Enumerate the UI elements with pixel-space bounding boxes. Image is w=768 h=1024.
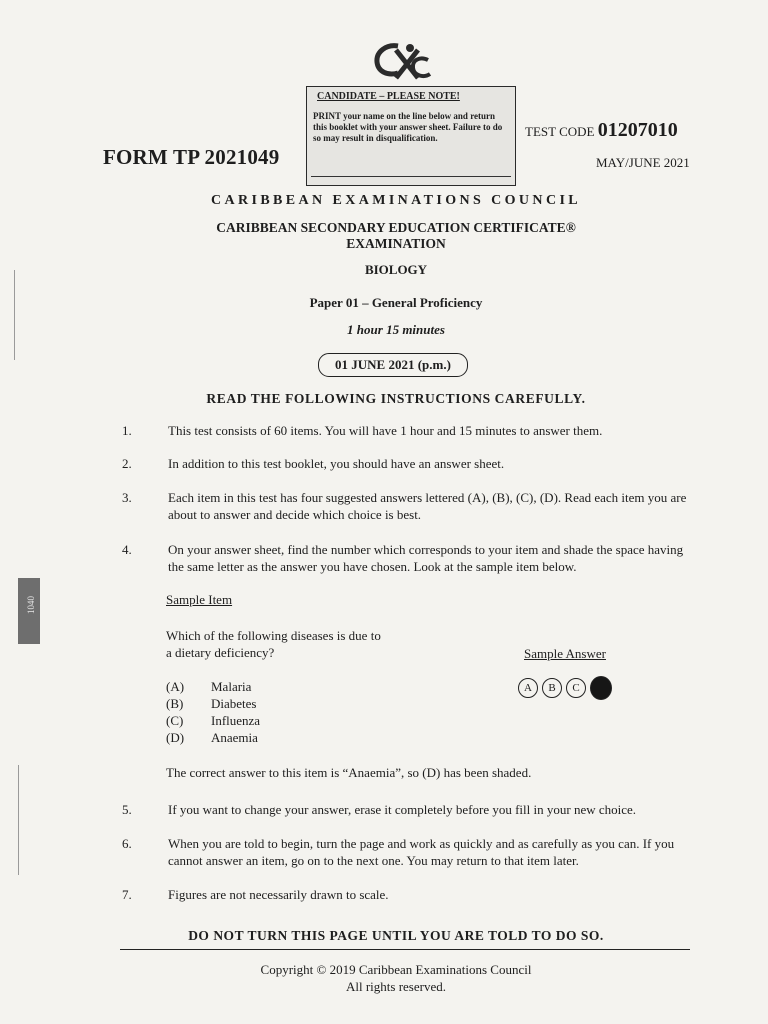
certificate-title xyxy=(12,220,768,252)
instruction-text: In addition to this test booklet, you should have an answer sheet. xyxy=(168,456,505,471)
sample-question xyxy=(166,627,381,661)
instruction-text: Figures are not necessarily drawn to scale. xyxy=(168,887,389,902)
subject-title: BIOLOGY xyxy=(364,262,428,277)
notice-body: PRINT your name on the line below and return this booklet with your answer sheet. Failure to do so may result in disqualification. xyxy=(313,111,503,143)
council-name: CARIBBEAN EXAMINATIONS COUNCIL xyxy=(210,193,582,208)
exam-date: 01 JUNE 2021 (p.m.) xyxy=(318,353,468,377)
answer-bubble-c: C xyxy=(566,678,586,698)
test-code-number: 01207010 xyxy=(597,119,678,141)
instruction-text: Each item in this test has four suggested answers lettered (A), (B), (C), (D). Read each item you are about to answer and decide which choice is best. xyxy=(168,490,687,522)
sample-item-label: Sample Item xyxy=(166,592,233,607)
certificate-line-2: EXAMINATION xyxy=(346,236,446,251)
instruction-text: On your answer sheet, find the number which corresponds to your item and shade the space having the same letter as the answer you have chosen. Look at the sample item below. xyxy=(168,542,684,574)
option-text: Influenza xyxy=(211,713,261,728)
scan-edge-mark xyxy=(14,270,15,360)
exam-duration: 1 hour 15 minutes xyxy=(347,322,445,337)
copyright-line-1: Copyright © 2019 Caribbean Examinations Council xyxy=(260,962,532,977)
copyright xyxy=(12,961,768,995)
option-text: Anaemia xyxy=(211,730,258,745)
instruction-number: 2. xyxy=(122,456,132,471)
instruction-text: When you are told to begin, turn the page and work as quickly and as carefully as you can. If you cannot answer an item, go on to the next one. You may return to that item later. xyxy=(168,836,675,868)
name-line[interactable] xyxy=(311,176,511,177)
answer-bubble-d-shaded xyxy=(590,676,612,700)
scan-edge-mark xyxy=(18,765,19,875)
candidate-notice-box xyxy=(306,86,516,186)
final-instruction: DO NOT TURN THIS PAGE UNTIL YOU ARE TOLD TO DO SO. xyxy=(188,928,604,943)
correct-answer-note: The correct answer to this item is “Anaemia”, so (D) has been shaded. xyxy=(166,765,532,780)
certificate-line-1: CARIBBEAN SECONDARY EDUCATION CERTIFICATE® xyxy=(216,220,576,235)
option-letter: (A) xyxy=(166,679,185,694)
test-code-label: TEST CODE xyxy=(525,124,595,139)
instruction-number: 7. xyxy=(122,887,132,902)
option-letter: (C) xyxy=(166,713,184,728)
option-text: Malaria xyxy=(211,679,252,694)
option-letter: (B) xyxy=(166,696,184,711)
margin-tab xyxy=(18,578,40,644)
instruction-text: This test consists of 60 items. You will have 1 hour and 15 minutes to answer them. xyxy=(168,423,603,438)
instruction-number: 4. xyxy=(122,542,132,557)
instruction-number: 3. xyxy=(122,490,132,505)
exam-sitting: MAY/JUNE 2021 xyxy=(596,155,690,170)
form-code: FORM TP 2021049 xyxy=(103,145,280,169)
option-letter: (D) xyxy=(166,730,185,745)
margin-tab-text: 1040 xyxy=(26,596,36,614)
sample-answer-label: Sample Answer xyxy=(524,646,606,661)
notice-title: CANDIDATE – PLEASE NOTE! xyxy=(317,91,460,102)
instruction-number: 5. xyxy=(122,802,132,817)
sample-question-line-1: Which of the following diseases is due to xyxy=(166,628,381,643)
paper-title: Paper 01 – General Proficiency xyxy=(309,295,483,310)
instruction-number: 6. xyxy=(122,836,132,851)
sample-answer-bubbles xyxy=(518,676,616,698)
answer-bubble-b: B xyxy=(542,678,562,698)
sample-question-line-2: a dietary deficiency? xyxy=(166,645,275,660)
instructions-heading: READ THE FOLLOWING INSTRUCTIONS CAREFULLY. xyxy=(206,391,586,406)
divider xyxy=(120,949,690,950)
test-code-block xyxy=(525,119,678,142)
cxc-logo xyxy=(368,38,438,88)
copyright-line-2: All rights reserved. xyxy=(345,979,446,994)
answer-bubble-a: A xyxy=(518,678,538,698)
option-text: Diabetes xyxy=(211,696,257,711)
instruction-text: If you want to change your answer, erase it completely before you fill in your new choice. xyxy=(168,802,637,817)
cxc-logo-graphic xyxy=(368,38,438,88)
instruction-number: 1. xyxy=(122,423,132,438)
